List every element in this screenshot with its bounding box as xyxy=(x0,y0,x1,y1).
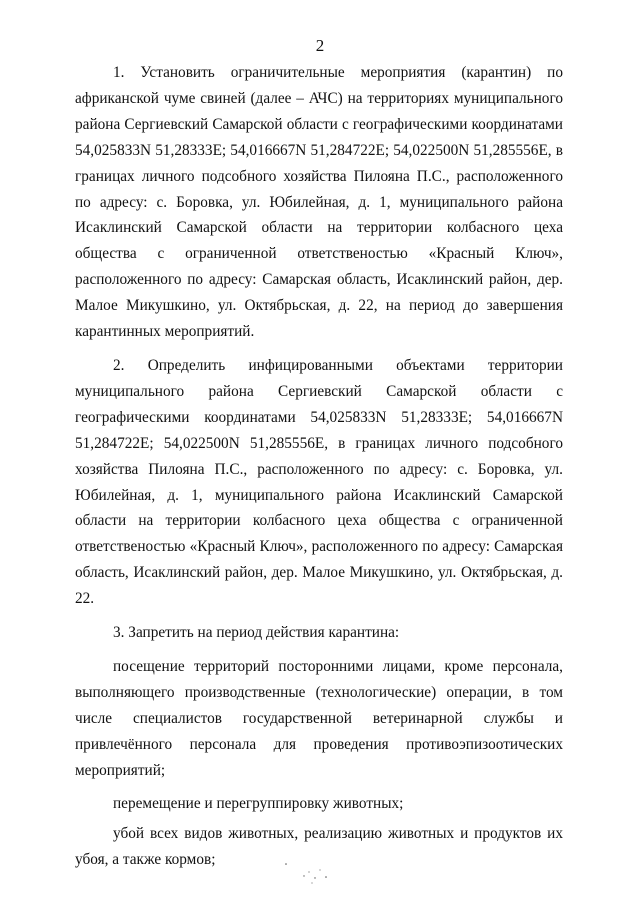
paragraph-prohibition-access: посещение территорий посторонними лицами, кроме персонала, выполняющего производственные (технологические) операции, в том числе специалистов государственной ветеринарной службы и привлечённого персонала для проведения противоэпизоотических мероприятий; xyxy=(75,657,563,779)
paragraph-prohibition-movement: перемещение и перегруппировку животных; xyxy=(113,795,404,813)
paragraph-prohibitions-heading: 3. Запретить на период действия карантина: xyxy=(113,624,400,642)
paragraph-infected-objects: 2. Определить инфицированными объектами территории муниципального района Сергиевский Самарской области с географическими координатами 54,025833N 51,28333E; 54,016667N 51,284722E; 54,022500N 51,285556E, в границах личного подсобного хозяйства Пилояна П.С., расположенного по адресу: с. Боровка, ул. Юбилейная, д. 1, муниципального района Исаклинский Самарской области на территории колбасного цеха общества с ограниченной ответственостью «Красный Ключ», расположенного по адресу: Самарская область, Исаклинский район, дер. Малое Микушкино, ул. Октябрьская, д. 22. xyxy=(75,356,563,608)
page-number: 2 xyxy=(315,36,325,55)
paragraph-quarantine-establish: 1. Установить ограничительные мероприятия (карантин) по африканской чуме свиней (далее – АЧС) на территориях муниципального района Сергиевский Самарской области с географическими координатами 54,025833N 51,28333E; 54,016667N 51,284722E; 54,022500N 51,285556E, в границах личного подсобного хозяйства Пилояна П.С., расположенного по адресу: с. Боровка, ул. Юбилейная, д. 1, муниципального района Исаклинский Самарской области на территории колбасного цеха общества с ограниченной ответственостью «Красный Ключ», расположенного по адресу: Самарская область, Исаклинский район, дер. Малое Микушкино, ул. Октябрьская, д. 22, на период до завершения карантинных мероприятий. xyxy=(75,64,563,341)
scan-noise-marks xyxy=(282,858,342,888)
paragraph-prohibition-slaughter: убой всех видов животных, реализацию животных и продуктов их убоя, а также кормов; xyxy=(75,825,563,869)
document-body xyxy=(75,60,563,881)
